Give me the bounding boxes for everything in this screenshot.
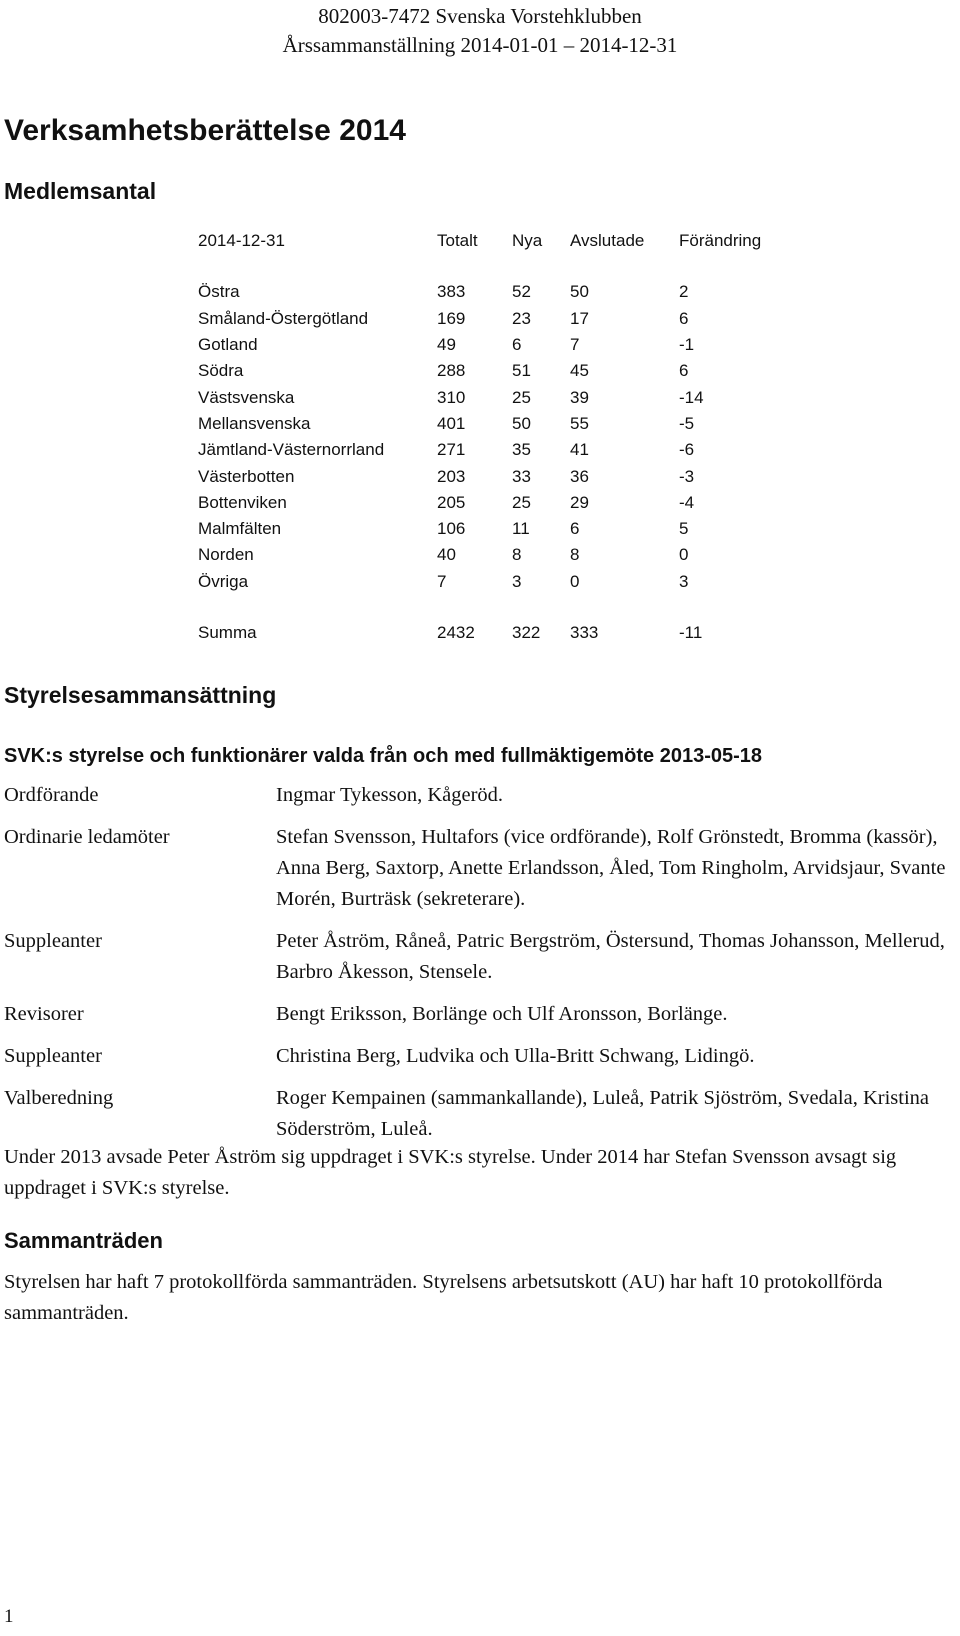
value-cell: 383 (437, 282, 466, 302)
table-row (198, 358, 779, 384)
value-cell: -14 (679, 387, 704, 407)
spacer-row (198, 254, 779, 279)
value-cell: 6 (679, 308, 689, 328)
board-roles-list (4, 780, 952, 1156)
value-cell: 51 (512, 361, 531, 381)
column-header: Avslutade (570, 231, 645, 251)
role-names: Stefan Svensson, Hultafors (vice ordförande), Rolf Grönstedt, Bromma (kassör), Anna Berg, Saxtorp, Anette Erlandsson, Åled, Tom Ringholm, Arvidsjaur, Svante Morén, Burträsk (sekreterare). (276, 826, 946, 910)
role-names: Peter Åström, Råneå, Patric Bergström, Östersund, Thomas Johansson, Mellerud, Barbro Åkesson, Stensele. (276, 930, 945, 983)
value-cell: 2432 (437, 623, 475, 642)
board-role-row (4, 999, 952, 1030)
board-subheading: SVK:s styrelse och funktionärer valda från och med fullmäktigemöte 2013-05-18 (4, 745, 763, 767)
value-cell: 25 (512, 387, 531, 407)
total-row (198, 620, 779, 646)
spacer-row (198, 595, 779, 620)
value-cell: 271 (437, 440, 466, 460)
role-label: Ordinarie ledamöter (4, 826, 170, 848)
region-cell: Gotland (198, 335, 258, 355)
membership-table (198, 228, 779, 646)
column-header: Nya (512, 231, 543, 251)
value-cell: 49 (437, 335, 456, 355)
value-cell: 33 (512, 466, 531, 486)
page-number: 1 (4, 1606, 14, 1627)
value-cell: 310 (437, 387, 466, 407)
table-row (198, 332, 779, 358)
value-cell: -4 (679, 492, 695, 512)
value-cell: 50 (512, 413, 531, 433)
region-cell: Summa (198, 623, 257, 642)
value-cell: -3 (679, 466, 695, 486)
org-line: 802003-7472 Svenska Vorstehklubben (318, 4, 642, 28)
value-cell: 17 (570, 308, 589, 328)
region-cell: Norden (198, 545, 254, 565)
region-cell: Västsvenska (198, 387, 295, 407)
value-cell: 2 (679, 282, 689, 302)
period-line: Årssammanställning 2014-01-01 – 2014-12-31 (282, 33, 678, 57)
board-role-row (4, 1041, 952, 1072)
region-cell: Östra (198, 282, 240, 302)
role-label: Valberedning (4, 1087, 114, 1109)
region-cell: Västerbotten (198, 466, 295, 486)
value-cell: 45 (570, 361, 589, 381)
role-label: Ordförande (4, 784, 99, 806)
value-cell: 50 (570, 282, 589, 302)
document-title: Verksamhetsberättelse 2014 (4, 114, 406, 147)
board-note: Under 2013 avsade Peter Åström sig uppdraget i SVK:s styrelse. Under 2014 har Stefan Svensson avsagt sig uppdraget i SVK:s styrelse. (4, 1146, 897, 1199)
value-cell: -5 (679, 413, 695, 433)
value-cell: 39 (570, 387, 589, 407)
value-cell: 205 (437, 492, 466, 512)
region-cell: Jämtland-Västernorrland (198, 440, 385, 460)
value-cell: 6 (570, 519, 580, 539)
board-role-row (4, 780, 952, 811)
board-heading: Styrelsesammansättning (4, 682, 277, 708)
value-cell: 8 (570, 545, 580, 565)
value-cell: -6 (679, 440, 695, 460)
value-cell: 5 (679, 519, 689, 539)
table-row (198, 306, 779, 332)
value-cell: 6 (679, 361, 689, 381)
value-cell: 52 (512, 282, 531, 302)
table-row (198, 279, 779, 305)
value-cell: 7 (570, 335, 580, 355)
column-header: Totalt (437, 231, 478, 251)
board-role-row (4, 822, 952, 915)
value-cell: 288 (437, 361, 466, 381)
value-cell: 0 (679, 545, 689, 565)
value-cell: 3 (512, 571, 522, 591)
role-label: Revisorer (4, 1003, 84, 1025)
value-cell: 35 (512, 440, 531, 460)
table-row (198, 437, 779, 463)
table-row (198, 516, 779, 542)
value-cell: 23 (512, 308, 531, 328)
meetings-text: Styrelsen har haft 7 protokollförda sammanträden. Styrelsens arbetsutskott (AU) har haft 10 protokollförda sammanträden. (4, 1271, 883, 1324)
value-cell: 169 (437, 308, 466, 328)
region-cell: Södra (198, 361, 244, 381)
table-row (198, 569, 779, 595)
value-cell: 106 (437, 519, 466, 539)
value-cell: 3 (679, 571, 689, 591)
board-role-row (4, 926, 952, 988)
value-cell: 55 (570, 413, 589, 433)
value-cell: 41 (570, 440, 589, 460)
membership-heading: Medlemsantal (4, 178, 157, 204)
table-row (198, 490, 779, 516)
table-header-row (198, 228, 779, 254)
column-header: Förändring (679, 231, 762, 251)
value-cell: 25 (512, 492, 531, 512)
region-cell: Småland-Östergötland (198, 308, 369, 328)
role-names: Roger Kempainen (sammankallande), Luleå, Patrik Sjöström, Svedala, Kristina Söderström, Luleå. (276, 1087, 929, 1140)
value-cell: 203 (437, 466, 466, 486)
value-cell: 401 (437, 413, 466, 433)
value-cell: -1 (679, 335, 695, 355)
role-names: Bengt Eriksson, Borlänge och Ulf Aronsson, Borlänge. (276, 1003, 728, 1025)
board-role-row (4, 1083, 952, 1145)
role-names: Christina Berg, Ludvika och Ulla-Britt Schwang, Lidingö. (276, 1045, 755, 1067)
table-row (198, 411, 779, 437)
table-row (198, 384, 779, 410)
value-cell: 36 (570, 466, 589, 486)
role-label: Suppleanter (4, 1045, 102, 1067)
region-cell: Bottenviken (198, 492, 287, 512)
role-label: Suppleanter (4, 930, 102, 952)
region-cell: Mellansvenska (198, 413, 311, 433)
value-cell: 322 (512, 623, 541, 642)
page-header (0, 2, 960, 60)
region-cell: Malmfälten (198, 519, 282, 539)
value-cell: 11 (512, 519, 530, 539)
table-row (198, 542, 779, 568)
value-cell: 6 (512, 335, 522, 355)
value-cell: 8 (512, 545, 522, 565)
column-header: 2014-12-31 (198, 231, 285, 251)
region-cell: Övriga (198, 571, 249, 591)
meetings-heading: Sammanträden (4, 1228, 163, 1253)
value-cell: 7 (437, 571, 447, 591)
value-cell: 40 (437, 545, 456, 565)
table-row (198, 463, 779, 489)
value-cell: 0 (570, 571, 580, 591)
value-cell: -11 (679, 623, 703, 642)
value-cell: 29 (570, 492, 589, 512)
value-cell: 333 (570, 623, 599, 642)
role-names: Ingmar Tykesson, Kågeröd. (276, 784, 504, 806)
